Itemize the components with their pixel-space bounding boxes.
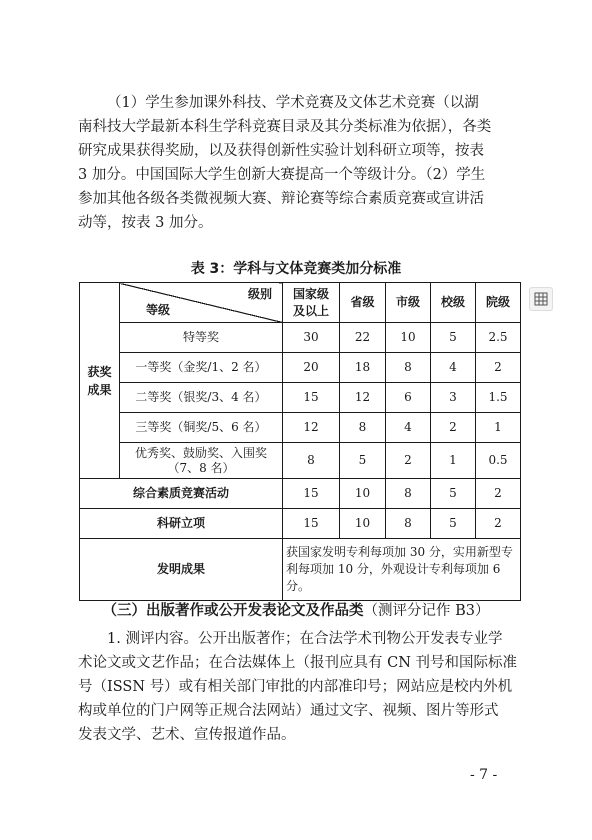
group-label: 获奖成果 xyxy=(87,364,112,397)
row-label: 二等奖（银奖/3、4 名） xyxy=(120,383,283,413)
table-cell: 15 xyxy=(283,509,340,539)
table-cell: 10 xyxy=(340,509,386,539)
section-heading xyxy=(0,599,592,620)
table-cell: 2 xyxy=(431,413,476,443)
paragraph-line: 3 加分。中国国际大学生创新大赛提高一个等级计分。（2）学生 xyxy=(78,167,486,183)
column-header: 院级 xyxy=(476,283,521,323)
group-label-cell xyxy=(80,283,120,479)
row-label: 特等奖 xyxy=(120,323,283,353)
table-row xyxy=(80,323,521,353)
paragraph-line: 研究成果获得奖励，以及获得创新性实验计划科研立项等，按表 xyxy=(78,143,484,159)
table-row xyxy=(80,479,521,509)
table-cell: 2.5 xyxy=(476,323,521,353)
table-row xyxy=(80,353,521,383)
column-header: 市级 xyxy=(386,283,431,323)
corner-bottom-label: 等级 xyxy=(146,303,171,317)
table-caption: 表 3：学科与文体竞赛类加分标准 xyxy=(190,261,402,277)
section-heading-note: （测评分记作 B3） xyxy=(363,603,490,619)
table-cell: 5 xyxy=(340,443,386,479)
row-label: 一等奖（金奖/1、2 名） xyxy=(120,353,283,383)
table-cell: 4 xyxy=(386,413,431,443)
row-label: 发明成果 xyxy=(80,539,283,601)
table-row xyxy=(80,413,521,443)
paragraph-line: 术论文或文艺作品；在合法媒体上（报刊应具有 CN 刊号和国际标准 xyxy=(78,655,517,671)
table-cell: 15 xyxy=(283,383,340,413)
paragraph-line: 动等，按表 3 加分。 xyxy=(78,215,213,231)
corner-header-cell xyxy=(120,283,283,323)
table-cell: 5 xyxy=(431,323,476,353)
table-cell: 20 xyxy=(283,353,340,383)
paragraph-line: 参加其他各级各类微视频大赛、辩论赛等综合素质竞赛或宣讲活 xyxy=(78,191,484,207)
corner-top-label: 级别 xyxy=(247,287,272,301)
paragraph-line: 号（ISSN 号）或有相关部门审批的内部准印号；网站应是校内外机 xyxy=(78,679,513,695)
section-heading-title: （三）出版著作或公开发表论文及作品类 xyxy=(102,603,364,619)
table-cell: 0.5 xyxy=(476,443,521,479)
table-cell: 10 xyxy=(340,479,386,509)
table-header-row xyxy=(80,283,521,323)
table-cell: 1 xyxy=(431,443,476,479)
table-cell: 4 xyxy=(431,353,476,383)
table-cell: 8 xyxy=(283,443,340,479)
table-cell: 2 xyxy=(476,509,521,539)
paragraph-line: 发表文学、艺术、宣传报道作品。 xyxy=(78,727,296,743)
row-label: 优秀奖、鼓励奖、入围奖（7、8 名） xyxy=(120,443,283,479)
table-cell: 5 xyxy=(431,479,476,509)
column-header: 国家级及以上 xyxy=(283,283,340,323)
table-cell: 8 xyxy=(340,413,386,443)
table-cell: 22 xyxy=(340,323,386,353)
table-cell: 12 xyxy=(283,413,340,443)
paragraph-line: 构或单位的门户网等正规合法网站）通过文字、视频、图片等形式 xyxy=(78,703,499,719)
page-number: - 7 - xyxy=(470,767,498,783)
score-table xyxy=(79,282,521,601)
table-row xyxy=(80,383,521,413)
table-cell: 10 xyxy=(386,323,431,353)
column-header: 校级 xyxy=(431,283,476,323)
paragraph-line: 1. 测评内容。公开出版著作；在合法学术刊物公开发表专业学 xyxy=(107,631,503,647)
table-cell: 12 xyxy=(340,383,386,413)
table-cell: 15 xyxy=(283,479,340,509)
row-label: 三等奖（铜奖/5、6 名） xyxy=(120,413,283,443)
table-cell: 8 xyxy=(386,353,431,383)
table-cell: 30 xyxy=(283,323,340,353)
table-grid-icon xyxy=(534,292,548,306)
column-header: 省级 xyxy=(340,283,386,323)
table-cell: 8 xyxy=(386,509,431,539)
table-row xyxy=(80,443,521,479)
table-cell: 3 xyxy=(431,383,476,413)
table-cell: 8 xyxy=(386,479,431,509)
paragraph-line: 南科技大学最新本科生学科竞赛目录及其分类标准为依据），各类 xyxy=(78,119,492,135)
invention-rule-cell: 获国家发明专利每项加 30 分，实用新型专利每项加 10 分，外观设计专利每项加 6 分。 xyxy=(283,539,521,601)
paragraph-line: （1）学生参加课外科技、学术竞赛及文体艺术竞赛（以湖 xyxy=(107,95,479,111)
table-cell: 2 xyxy=(386,443,431,479)
row-label: 综合素质竞赛活动 xyxy=(80,479,283,509)
table-tool-button[interactable] xyxy=(529,287,553,311)
paragraph-1 xyxy=(78,91,518,235)
paragraph-2 xyxy=(78,627,518,747)
table-row xyxy=(80,539,521,601)
table-cell: 2 xyxy=(476,353,521,383)
table-cell: 6 xyxy=(386,383,431,413)
row-label: 科研立项 xyxy=(80,509,283,539)
table-cell: 1.5 xyxy=(476,383,521,413)
table-cell: 2 xyxy=(476,479,521,509)
table-cell: 1 xyxy=(476,413,521,443)
table-cell: 5 xyxy=(431,509,476,539)
table-cell: 18 xyxy=(340,353,386,383)
table-row xyxy=(80,509,521,539)
